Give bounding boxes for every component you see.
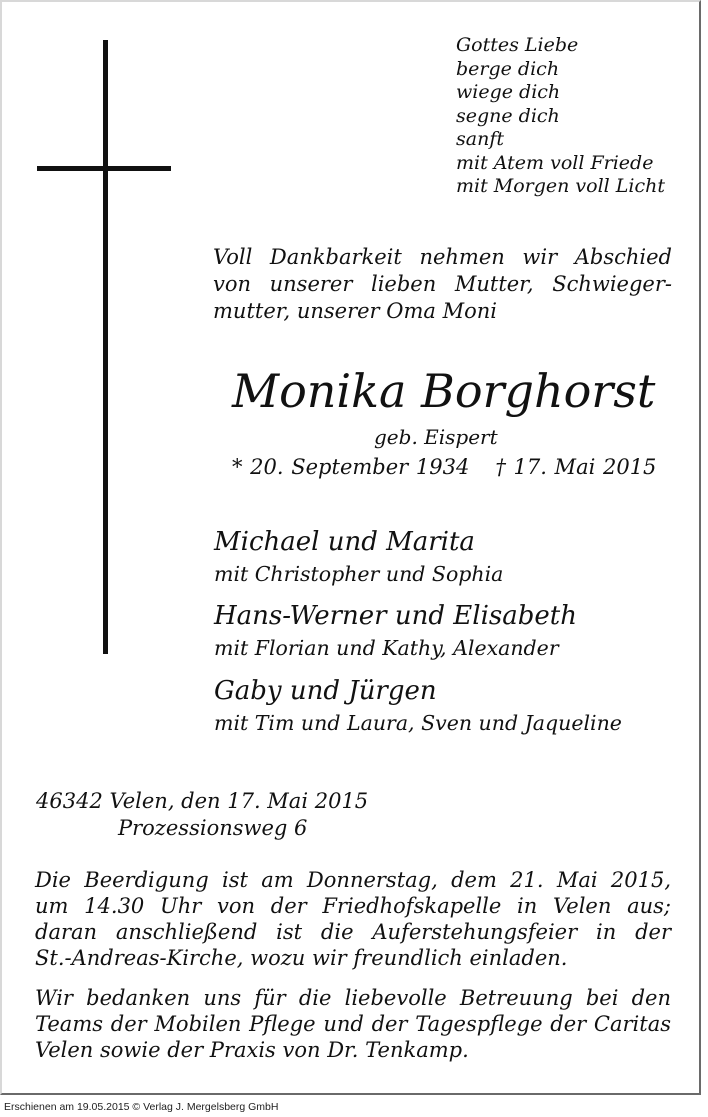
poem-line: wiege dich bbox=[456, 81, 561, 103]
poem-line: berge dich bbox=[456, 57, 560, 80]
thanks-text bbox=[35, 985, 671, 1063]
life-dates bbox=[232, 452, 656, 482]
death-date: † 17. Mai 2015 bbox=[495, 455, 657, 479]
family-names: Michael und Marita bbox=[214, 527, 475, 557]
funeral-line: um 14.30 Uhr von der Friedhofskapelle in Velen aus; bbox=[35, 894, 671, 918]
birth-date: * 20. September 1934 bbox=[232, 455, 470, 479]
cross-icon-bar bbox=[37, 166, 171, 171]
place-date: 46342 Velen, den 17. Mai 2015 bbox=[36, 789, 369, 813]
funeral-line: daran anschließend ist die Auferstehungsfeier in der bbox=[35, 920, 671, 944]
intro-line: von unserer lieben Mutter, Schwieger- bbox=[213, 272, 672, 296]
poem-line: Gottes Liebe bbox=[456, 34, 579, 56]
intro-line: Voll Dankbarkeit nehmen wir Abschied bbox=[213, 245, 672, 269]
family-children: mit Tim und Laura, Sven und Jaqueline bbox=[214, 711, 622, 735]
family-names: Gaby und Jürgen bbox=[214, 676, 437, 706]
family-children: mit Christopher und Sophia bbox=[214, 562, 504, 586]
birth-name: geb. Eispert bbox=[374, 425, 498, 449]
funeral-line: Die Beerdigung ist am Donnerstag, dem 21. Mai 2015, bbox=[35, 868, 671, 892]
poem bbox=[456, 34, 665, 199]
poem-line: mit Morgen voll Licht bbox=[456, 175, 665, 197]
family-children: mit Florian und Kathy, Alexander bbox=[214, 636, 559, 660]
funeral-info bbox=[35, 867, 671, 971]
street-address: Prozessionsweg 6 bbox=[118, 816, 308, 840]
poem-line: mit Atem voll Friede bbox=[456, 151, 654, 174]
publication-footer: Erschienen am 19.05.2015 © Verlag J. Mergelsberg GmbH bbox=[4, 1101, 279, 1113]
poem-line: sanft bbox=[456, 128, 504, 150]
poem-line: segne dich bbox=[456, 104, 560, 127]
family-names: Hans-Werner und Elisabeth bbox=[214, 601, 577, 631]
cross-icon bbox=[103, 40, 108, 654]
thanks-line: Wir bedanken uns für die liebevolle Betreuung bei den bbox=[35, 986, 671, 1010]
deceased-name: Monika Borghorst bbox=[232, 364, 656, 418]
funeral-line: St.-Andreas-Kirche, wozu wir freundlich einladen. bbox=[35, 946, 568, 970]
thanks-line: Teams der Mobilen Pflege und der Tagespflege der Caritas bbox=[35, 1012, 671, 1036]
intro-text bbox=[213, 244, 672, 325]
thanks-line: Velen sowie der Praxis von Dr. Tenkamp. bbox=[35, 1038, 469, 1062]
intro-line: mutter, unserer Oma Moni bbox=[213, 299, 497, 323]
